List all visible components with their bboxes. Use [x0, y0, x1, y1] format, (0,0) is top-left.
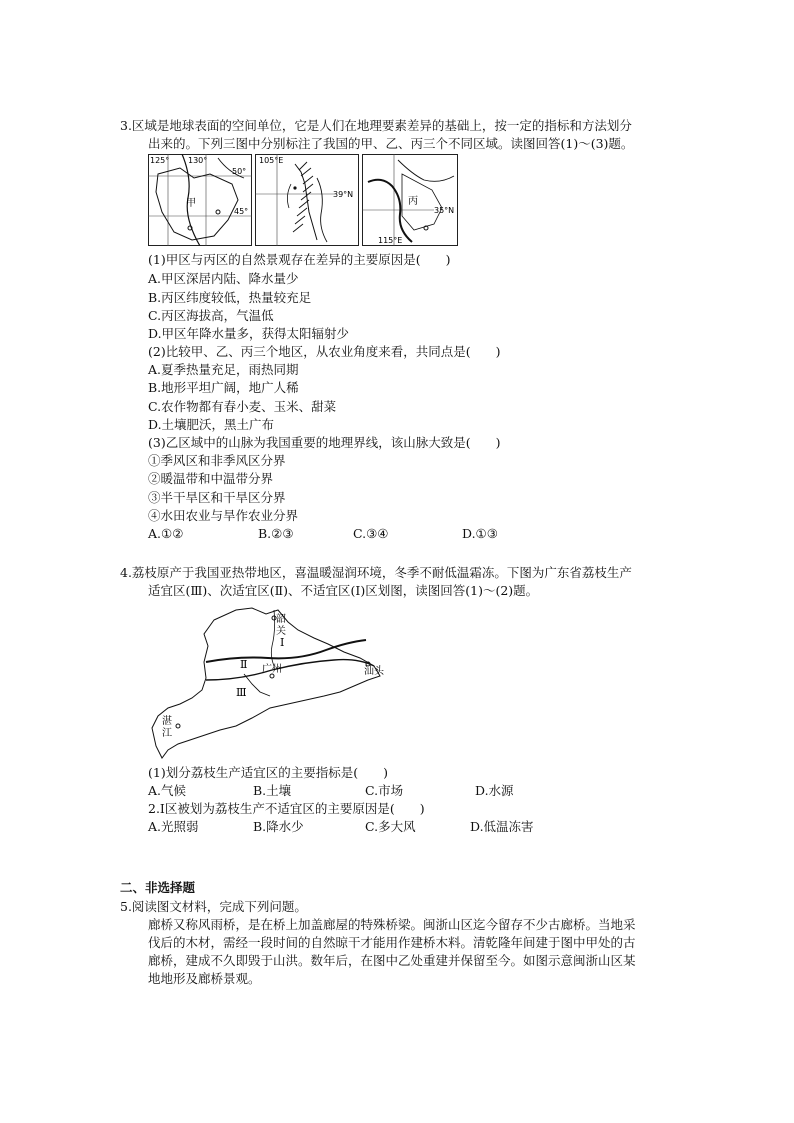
q3-sub3-choice-a[interactable]: A.①②	[148, 526, 184, 541]
map-region-bing	[362, 154, 458, 246]
map3-lon-label: 115°E	[378, 236, 403, 245]
map1-lon-label-2: 130°	[188, 156, 208, 165]
map4-label-guangzhou: 广州	[262, 664, 282, 675]
q3-sub3-item-2: ②暖温带和中温带分界	[148, 471, 274, 486]
map-region-yi	[255, 154, 359, 246]
q3-stem-line2: 出来的。下列三图中分别标注了我国的甲、乙、丙三个不同区域。读图回答(1)～(3)题。	[148, 136, 634, 151]
q3-sub1-option-b[interactable]: B.丙区纬度较低，热量较充足	[148, 290, 312, 305]
q3-sub1-option-a[interactable]: A.甲区深居内陆、降水量少	[148, 271, 299, 286]
q3-sub1-option-d[interactable]: D.甲区年降水量多，获得太阳辐射少	[148, 326, 350, 341]
q5-stem: 5.阅读图文材料，完成下列问题。	[120, 899, 307, 914]
map2-lat-label: 39°N	[333, 190, 354, 199]
map4-zone-2-label: Ⅱ	[240, 658, 248, 671]
map4-label-shaoguan-1: 韶	[276, 614, 286, 625]
map4-label-zhanjiang-2: 江	[162, 728, 172, 739]
map1-lon-label-1: 125°	[150, 156, 170, 165]
q3-sub1-stem: (1)甲区与丙区的自然景观存在差异的主要原因是( )	[148, 252, 451, 267]
q4-stem-line1: 4.荔枝原产于我国亚热带地区，喜温暖湿润环境，冬季不耐低温霜冻。下图为广东省荔枝生产	[120, 565, 632, 580]
map2-lon-label: 105°E	[259, 156, 284, 165]
q3-sub2-option-c[interactable]: C.农作物都有春小麦、玉米、甜菜	[148, 399, 337, 414]
map1-lat-label-1: 50°	[232, 167, 247, 176]
map4-label-shaoguan-2: 关	[276, 626, 286, 637]
q3-sub1-option-c[interactable]: C.丙区海拔高，气温低	[148, 308, 274, 323]
q5-para-line3: 廊桥，建成不久即毁于山洪。数年后，在图中乙处重建并保留至今。如图示意闽浙山区某	[148, 953, 636, 968]
q4-sub1-choice-a[interactable]: A.气候	[148, 783, 187, 798]
q3-sub3-choice-b[interactable]: B.②③	[258, 526, 294, 541]
q4-sub1-choice-b[interactable]: B.土壤	[253, 783, 292, 798]
q3-sub3-choice-c[interactable]: C.③④	[353, 526, 389, 541]
map4-zone-3-label: Ⅲ	[236, 686, 247, 699]
map4-zone-1-label: Ⅰ	[280, 636, 285, 649]
map-guangdong-lychee-zones	[148, 600, 388, 762]
section-title-non-choice: 二、非选择题	[120, 880, 196, 895]
map4-label-zhanjiang-1: 湛	[162, 716, 172, 727]
map4-label-shantou: 汕头	[364, 666, 384, 677]
q3-sub3-item-1: ①季风区和非季风区分界	[148, 453, 286, 468]
q3-sub3-item-4: ④水田农业与旱作农业分界	[148, 508, 299, 523]
q4-sub2-choice-b[interactable]: B.降水少	[253, 819, 304, 834]
q4-sub2-stem: 2.Ⅰ区被划为荔枝生产不适宜区的主要原因是( )	[148, 801, 425, 816]
map-region-jia	[148, 154, 252, 246]
map3-region-label: 丙	[408, 196, 418, 207]
map3-lat-label: 35°N	[434, 206, 455, 215]
q5-para-line2: 伐后的木材，需经一段时间的自然晾干才能用作建桥木料。清乾隆年间建于图中甲处的古	[148, 935, 636, 950]
q3-sub3-item-3: ③半干旱区和干旱区分界	[148, 490, 286, 505]
q4-sub2-choice-a[interactable]: A.光照弱	[148, 819, 199, 834]
q4-sub1-choice-c[interactable]: C.市场	[365, 783, 404, 798]
map1-region-label: 甲	[186, 198, 196, 209]
q4-sub2-choice-c[interactable]: C.多大风	[365, 819, 416, 834]
q3-sub3-choice-d[interactable]: D.①③	[462, 526, 498, 541]
q3-sub2-option-a[interactable]: A.夏季热量充足，雨热同期	[148, 362, 299, 377]
q4-sub2-choice-d[interactable]: D.低温冻害	[470, 819, 534, 834]
q4-sub1-choice-d[interactable]: D.水源	[475, 783, 514, 798]
q3-sub3-stem: (3)乙区域中的山脉为我国重要的地理界线，该山脉大致是( )	[148, 435, 501, 450]
map1-lat-label-2: 45°	[234, 207, 249, 216]
q3-sub2-option-d[interactable]: D.土壤肥沃，黑土广布	[148, 417, 275, 432]
q4-sub1-stem: (1)划分荔枝生产适宜区的主要指标是( )	[148, 765, 388, 780]
q5-para-line1: 廊桥又称风雨桥，是在桥上加盖廊屋的特殊桥梁。闽浙山区迄今留存不少古廊桥。当地采	[148, 917, 636, 932]
q5-para-line4: 地地形及廊桥景观。	[148, 971, 261, 986]
q3-stem-line1: 3.区域是地球表面的空间单位，它是人们在地理要素差异的基础上，按一定的指标和方法划分	[120, 118, 632, 133]
q3-sub2-stem: (2)比较甲、乙、丙三个地区，从农业角度来看，共同点是( )	[148, 344, 501, 359]
q4-stem-line2: 适宜区(Ⅲ)、次适宜区(Ⅱ)、不适宜区(Ⅰ)区划图，读图回答(1)～(2)题。	[148, 583, 539, 598]
q3-sub2-option-b[interactable]: B.地形平坦广阔，地广人稀	[148, 380, 299, 395]
